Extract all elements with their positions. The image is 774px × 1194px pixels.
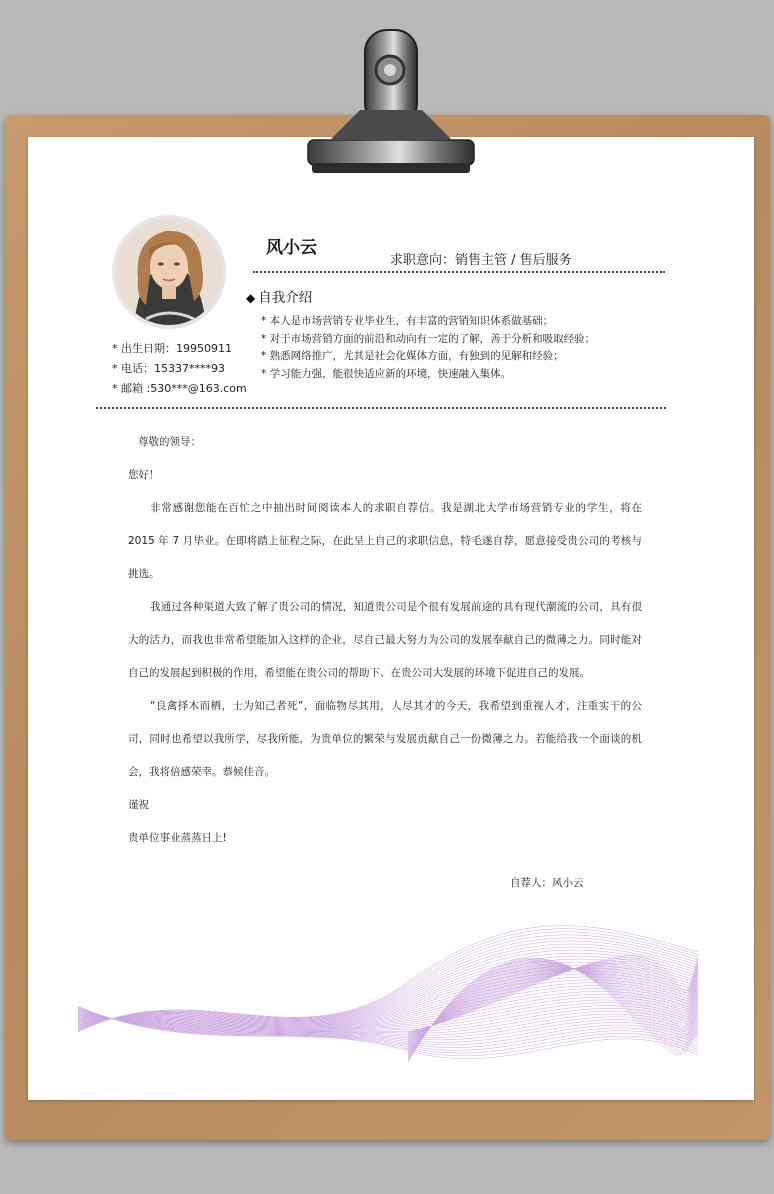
header-divider xyxy=(253,271,665,273)
resume-paper xyxy=(28,137,754,1100)
job-intent xyxy=(390,249,572,268)
diamond-icon: ◆ xyxy=(246,291,256,305)
letter-paragraph: “良禽择木而栖，士为知己者死”，面临物尽其用，人尽其才的今天，我希望到重视人才，注重实干的公司，同时也希望以我所学，尽我所能，为贵单位的繁荣与发展贡献自己一份微薄之力。若能给我一个面谈的机会，我将倍感荣幸。恭候佳音。 xyxy=(128,700,642,778)
letter-wish: 贵单位事业蒸蒸日上! xyxy=(128,832,227,844)
email: * 邮箱 :530***@163.com xyxy=(112,382,247,395)
letter-salutation: 尊敬的领导： xyxy=(138,436,201,448)
avatar xyxy=(112,215,226,329)
avatar-portrait-icon xyxy=(116,219,222,325)
letter-signature: 自荐人：风小云 xyxy=(510,877,584,889)
phone: * 电话：15337****93 xyxy=(112,362,225,375)
wave-decoration-icon xyxy=(78,912,698,1062)
letter-closing: 谨祝 xyxy=(128,799,149,811)
job-intent-value: 销售主管 / 售后服务 xyxy=(455,253,572,268)
intro-title: 自我介绍 xyxy=(258,290,313,306)
letter-paragraph: 我通过各种渠道大致了解了贵公司的情况，知道贵公司是个很有发展前途的具有现代潮流的公司，具有很大的活力，而我也非常希望能加入这样的企业，尽自己最大努力为公司的发展奉献自己的微薄之力。同时能对自己的发展起到积极的作用，希望能在贵公司的帮助下、在贵公司大发展的环境下促进自己的发展。 xyxy=(128,601,642,679)
job-intent-label: 求职意向： xyxy=(390,253,456,268)
contact-list xyxy=(112,339,247,399)
intro-item: * 对于市场营销方面的前沿和动向有一定的了解，善于分析和吸取经验； xyxy=(261,332,596,345)
intro-item: * 熟悉网络推广，尤其是社会化媒体方面，有独到的见解和经验； xyxy=(261,350,564,362)
cover-letter xyxy=(128,426,642,855)
intro-item: * 本人是市场营销专业毕业生，有丰富的营销知识体系做基础； xyxy=(261,315,554,327)
birth-date: * 出生日期：19950911 xyxy=(112,342,232,355)
letter-paragraph: 非常感谢您能在百忙之中抽出时间阅读本人的求职自荐信。我是湖北大学市场营销专业的学生，将在 2015 年 7 月毕业。在即将踏上征程之际，在此呈上自己的求职信息，特毛遂自荐，愿意接受贵公司的考核与挑选。 xyxy=(128,502,642,580)
letter-greeting: 您好！ xyxy=(128,469,160,481)
intro-heading xyxy=(246,286,312,306)
binder-clip-icon xyxy=(290,25,490,185)
section-divider xyxy=(96,407,666,409)
intro-list xyxy=(261,313,595,383)
intro-item: * 学习能力强，能很快适应新的环境，快速融入集体。 xyxy=(261,367,512,380)
candidate-name: 风小云 xyxy=(266,238,317,258)
